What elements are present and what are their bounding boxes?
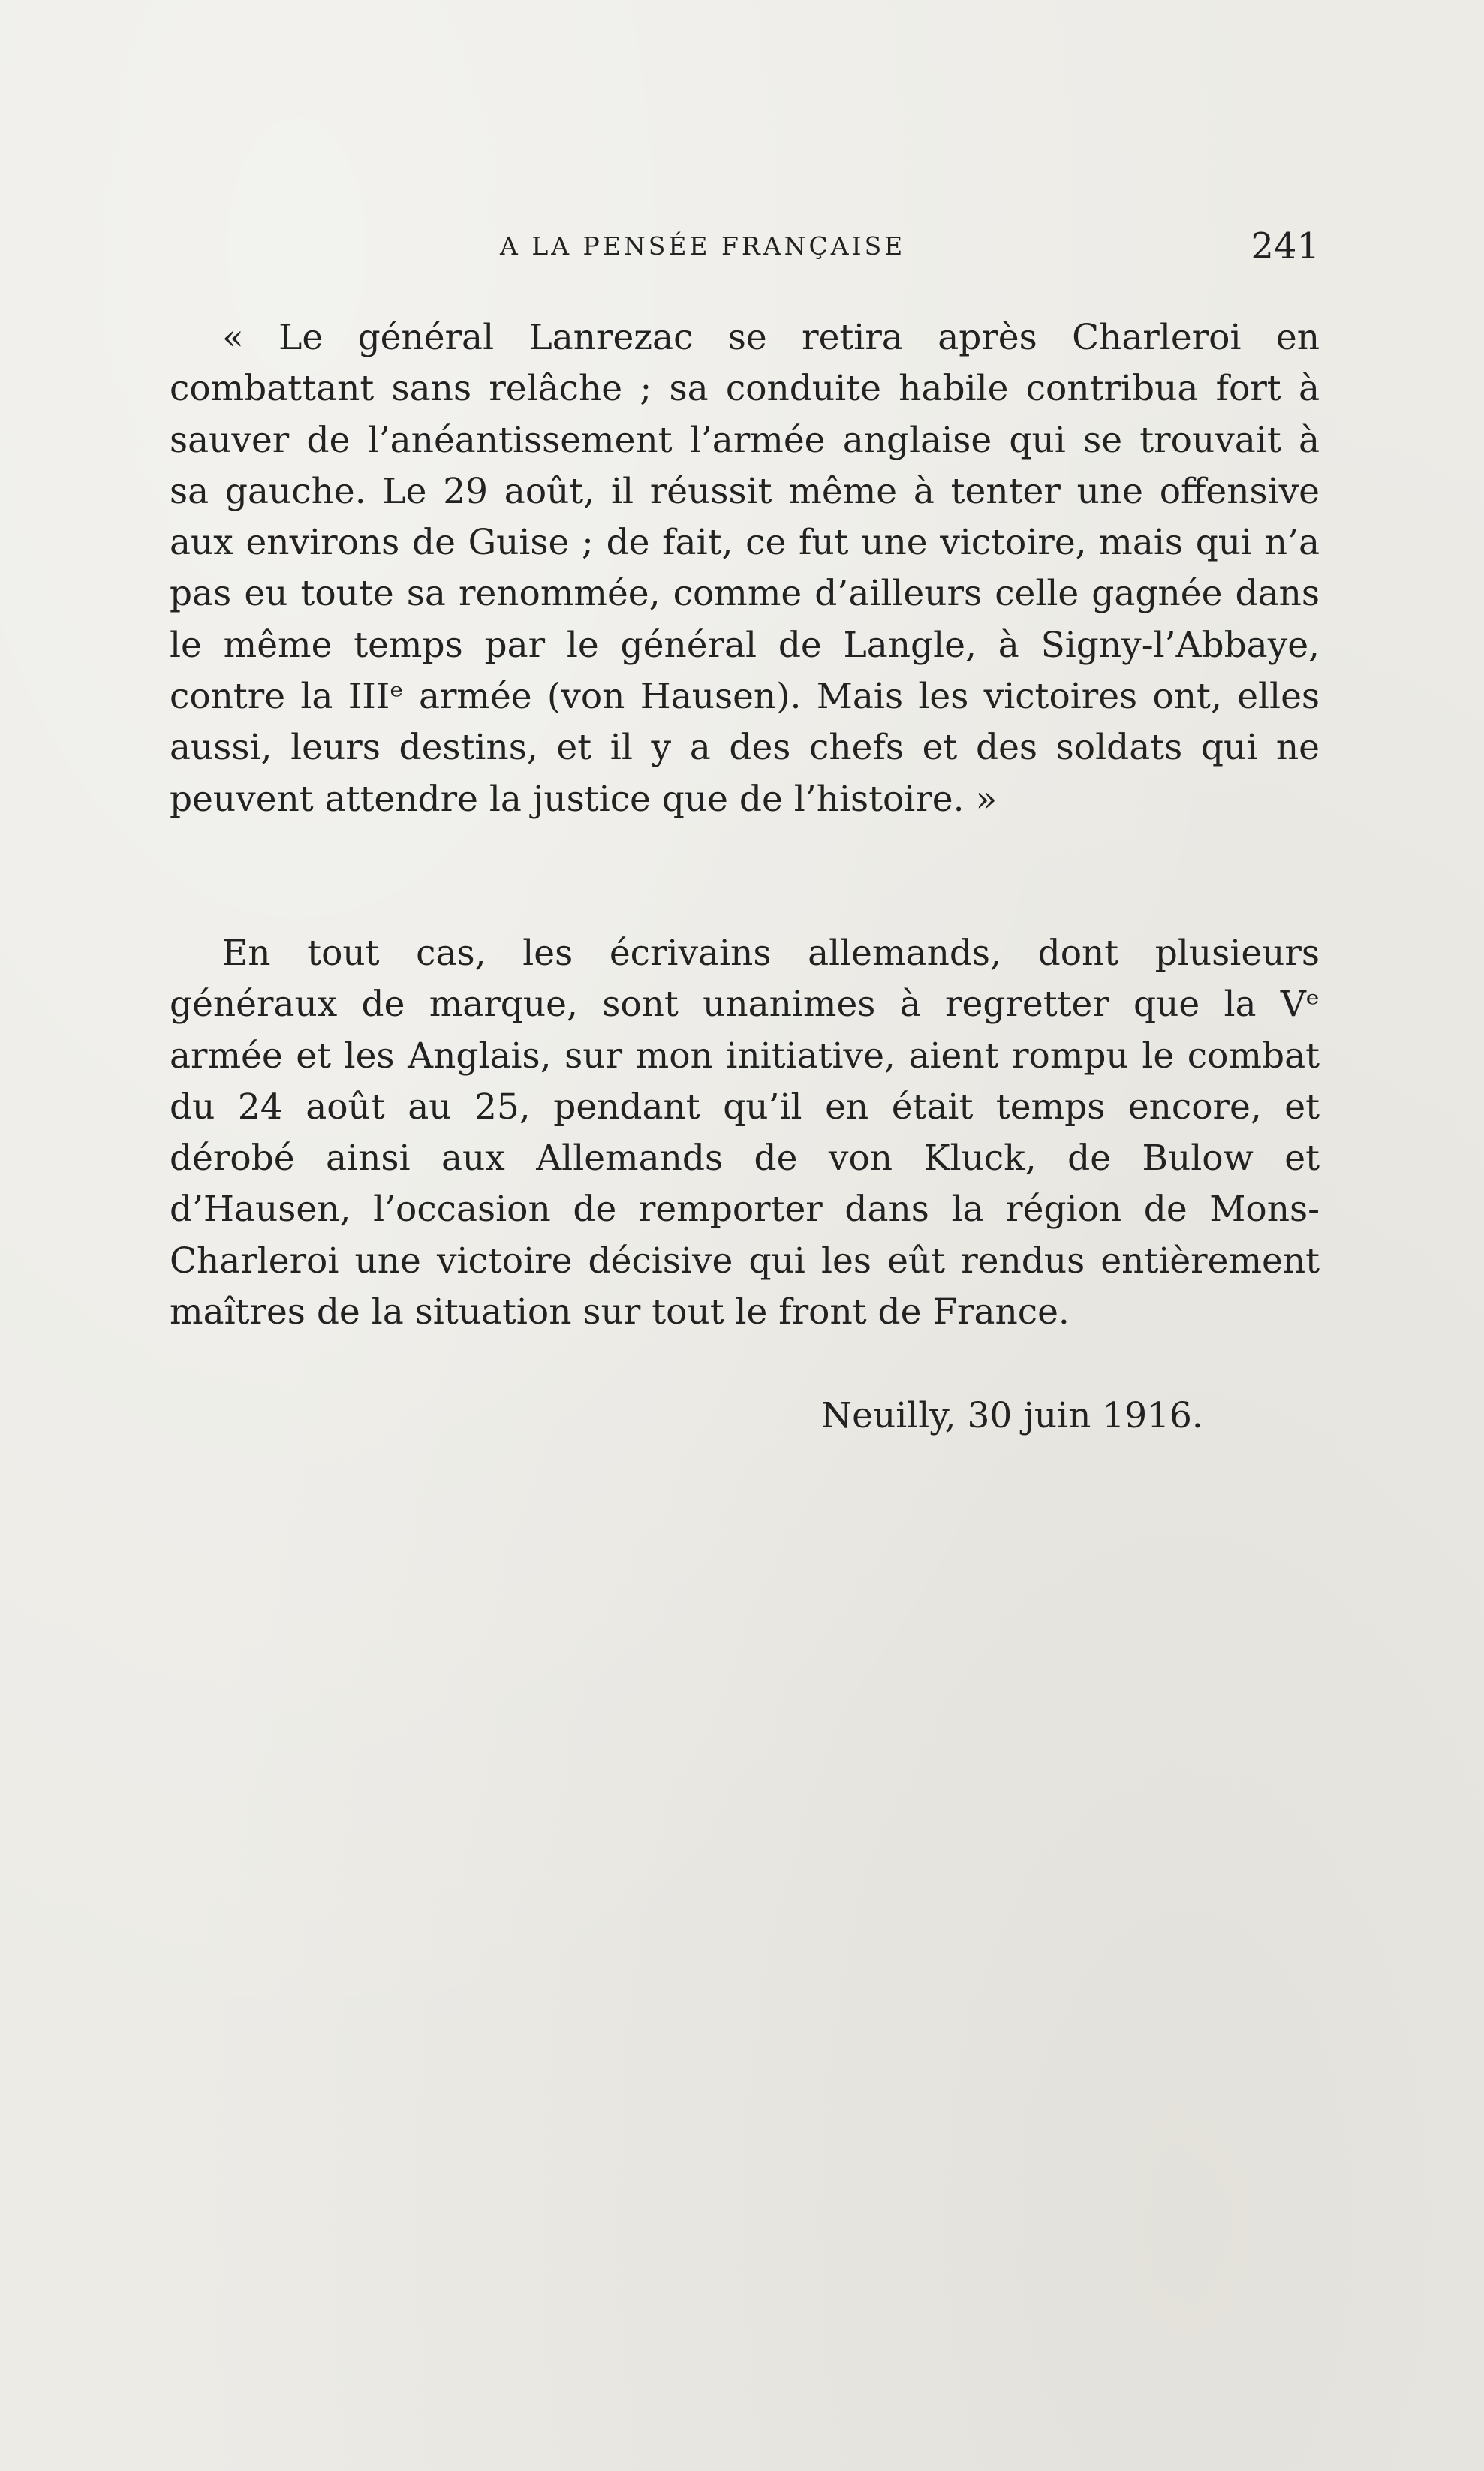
running-title: A LA PENSÉE FRANÇAISE	[500, 231, 906, 261]
paragraph-quote: « Le général Lanrezac se retira après Charleroi en combattant sans relâche ; sa conduite habile contribua fort à sauver de l’anéantissement l’armée anglaise qui se trouvait à sa gauche. Le 29 août, il réussit même à tenter une offensive aux environs de Guise ; de fait, ce fut une victoire, mais qui n’a pas eu toute sa renommée, comme d’ailleurs celle gagnée dans le même temps par le général de Langle, à Signy-l’Abbaye, contre la IIIᵉ armée (von Hausen). Mais les victoires ont, elles aussi, leurs destins, et il y a des chefs et des soldats qui ne peuvent attendre la justice que de l’histoire. »	[170, 317, 1320, 820]
paragraph-conclusion: En tout cas, les écrivains allemands, dont plusieurs généraux de marque, sont unanimes à regretter que la Vᵉ armée et les Anglais, sur mon initiative, aient rompu le combat du 24 août au 25, pendant qu’il en était temps encore, et dérobé ainsi aux Allemands de von Kluck, de Bulow et d’Hausen, l’occasion de remporter dans la région de Mons-Charleroi une victoire décisive qui les eût rendus entièrement maîtres de la situation sur tout le front de France.	[170, 933, 1320, 1333]
running-header	[170, 225, 1320, 267]
dateline: Neuilly, 30 juin 1916.	[821, 1395, 1203, 1436]
page-number: 241	[1251, 225, 1320, 267]
